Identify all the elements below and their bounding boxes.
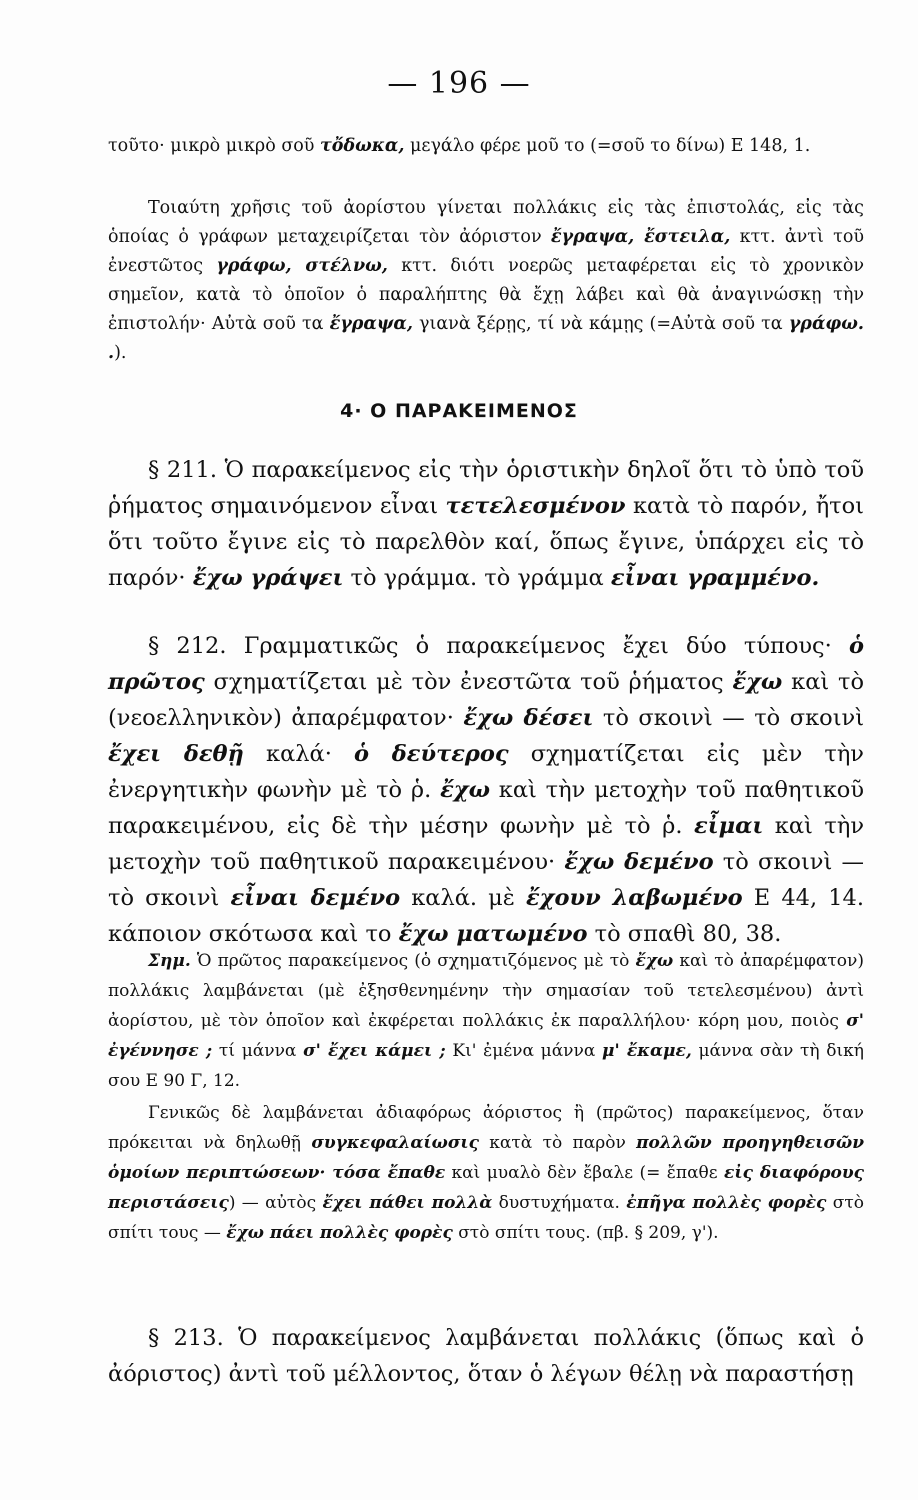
section-212	[108, 628, 864, 952]
emphasis-run: ὁ δεύτερος	[353, 741, 509, 767]
text-run: Ε 44, 14. κάποιον σκότωσα καὶ το	[108, 885, 864, 947]
emphasis-run: ἔγραψα, ἔστειλα,	[550, 227, 731, 247]
text-run: τί μάννα	[212, 1041, 304, 1061]
emphasis-run: ἔχω πάει πολλὲς φορὲς	[226, 1223, 453, 1243]
text-run: κττ. ἀντὶ τοῦ ἐνεστῶτος	[108, 227, 865, 276]
emphasis-run: εἰς διαφόρους περιστάσεις	[108, 1163, 865, 1213]
text-run: Κι' ἐμένα μάννα	[445, 1041, 603, 1061]
emphasis-run: ἔχουν λαβωμένο	[525, 885, 743, 911]
emphasis-run: ἔχω	[732, 669, 783, 695]
emphasis-run: ἔχω γράψει	[192, 565, 344, 591]
text-run: γιανὰ ξέρῃς, τί νὰ κάμῃς (=Αὐτὰ σοῦ τα	[412, 314, 789, 334]
text-run: κατὰ τὸ παρὸν	[478, 1133, 637, 1153]
emphasis-run: γράφω. .	[108, 314, 864, 363]
emphasis-run: μ' ἔκαμε,	[602, 1041, 692, 1061]
note-label: Σημ.	[148, 951, 191, 971]
emphasis-run: εἶμαι	[694, 813, 764, 839]
emphasis-run: ἔχω δεμένο	[564, 849, 714, 875]
emphasis-run: γράφω, στέλνω,	[216, 256, 388, 276]
text-run: μεγάλο φέρε μοῦ το (=σοῦ το δίνω) Ε 148, 1.	[404, 136, 811, 156]
text-run: Ὁ πρῶτος παρακείμενος (ὁ σχηματιζόμενος μὲ τὸ	[190, 951, 636, 971]
text-run: § 211. Ὁ παρακείμενος εἰς τὴν ὁριστικὴν δηλοῖ ὅτι τὸ ὑπὸ τοῦ ῥήματος σημαινόμενον εἶναι	[108, 457, 864, 519]
emphasis-run: ἐπῆγα πολλὲς φορὲς	[626, 1193, 827, 1213]
text-run: καὶ τὴν μετοχὴν τοῦ παθητικοῦ παρακειμένου, εἰς δὲ τὴν μέσην φωνὴν μὲ τὸ ῥ.	[108, 777, 865, 839]
text-run: κατὰ τὸ παρόν, ἤτοι ὅτι τοῦτο ἔγινε εἰς τὸ παρελθὸν καί, ὅπως ἔγινε, ὑπάρχει εἰς τὸ παρόν·	[108, 493, 864, 591]
text-run: μάννα σὰν τὴ δική σου Ε 90 Γ, 12.	[108, 1041, 864, 1091]
text-run: στὸ σπίτι τους. (πβ. § 209, γ').	[452, 1223, 719, 1243]
text-run: καὶ τὴν μετοχὴν τοῦ παθητικοῦ παρακειμένου·	[108, 813, 864, 875]
text-run: Τοιαύτη χρῆσις τοῦ ἀορίστου γίνεται πολλάκις εἰς τὰς ἐπιστολάς, εἰς τὰς ὁποίας ὁ γράφων μεταχειρίζεται τὸν ἀόριστον	[108, 198, 864, 247]
page-number: — 196 —	[387, 66, 531, 101]
text-run: § 212. Γραμματικῶς ὁ παρακείμενος ἔχει δύο τύπους·	[148, 633, 849, 659]
text-run: Γενικῶς δὲ λαμβάνεται ἀδιαφόρως ἀόριστος ἢ (πρῶτος) παρακείμενος, ὅταν πρόκειται νὰ δηλωθῇ	[108, 1103, 864, 1153]
text-run: τὸ σκοινὶ — τὸ σκοινὶ	[593, 705, 865, 731]
text-run: καὶ τὸ (νεοελληνικὸν) ἀπαρέμφατον·	[108, 669, 864, 731]
text-run: στὸ σπίτι τους —	[108, 1193, 864, 1243]
text-run: τὸ σκοινὶ — τὸ σκοινὶ	[108, 849, 864, 911]
text-run: κττ. διότι νοερῶς μεταφέρεται εἰς τὸ χρονικὸν σημεῖον, κατὰ τὸ ὁποῖον ὁ παραλήπτης θὰ ἔχῃ λάβει καὶ θὰ ἀναγινώσκῃ τὴν ἐπιστολήν· Αὐτὰ σοῦ τα	[108, 256, 864, 334]
emphasis-run: ἔχει δεθῇ	[108, 741, 244, 767]
emphasis-run: τετελεσμένον	[445, 493, 626, 519]
letter-usage-paragraph	[108, 194, 864, 368]
text-run: τοῦτο· μικρὸ μικρὸ σοῦ	[108, 136, 320, 156]
text-run: § 213. Ὁ παρακείμενος λαμβάνεται πολλάκις (ὅπως καὶ ὁ ἀόριστος) ἀντὶ τοῦ μέλλοντος, ὅταν ὁ λέγων θέλῃ νὰ παραστήσῃ	[108, 1325, 864, 1387]
text-run: καλά. μὲ	[400, 885, 526, 911]
text-run: δυστυχήματα.	[492, 1193, 627, 1213]
section-heading: 4· Ο ΠΑΡΑΚΕΙΜΕΝΟΣ	[340, 400, 578, 422]
emphasis-run: εἶναι δεμένο	[230, 885, 401, 911]
text-run: σχηματίζεται εἰς μὲν τὴν ἐνεργητικὴν φωνὴν μὲ τὸ ῥ.	[108, 741, 864, 803]
emphasis-run: συγκεφαλαίωσις	[311, 1133, 479, 1153]
emphasis-run: σ' ἔχει κάμει ;	[303, 1041, 446, 1061]
emphasis-run: ὁ πρῶτος	[108, 633, 864, 695]
section-213	[108, 1320, 864, 1392]
text-run: ) — αὐτὸς	[228, 1193, 323, 1213]
emphasis-run: ἔχω δέσει	[463, 705, 594, 731]
emphasis-run: ἔχω	[440, 777, 490, 803]
note-paragraph	[108, 946, 864, 1096]
text-run: τὸ γράμμα. τὸ γράμμα	[343, 565, 611, 591]
text-run: καλά·	[243, 741, 354, 767]
text-run: καὶ τὸ ἀπαρέμφατον) πολλάκις λαμβάνεται (μὲ ἐξησθενημένην τὴν σημασίαν τοῦ τετελεσμένου) ἀντὶ ἀορίστου, μὲ τὸν ὁποῖον καὶ ἐκφέρεται πολλάκις ἐκ παραλλήλου· κόρη μου, ποιὸς	[108, 951, 865, 1031]
text-run: τὸ σπαθὶ 80, 38.	[587, 921, 782, 947]
emphasis-run: σ' ἐγέννησε ;	[108, 1011, 864, 1061]
emphasis-run: ἔχω	[635, 951, 674, 971]
emphasis-run: εἶναι γραμμένο.	[610, 565, 820, 591]
emphasis-run: τὄδωκα,	[320, 136, 405, 156]
emphasis-run: πολλῶν προηγηθεισῶν ὁμοίων περιπτώσεων· τόσα ἔπαθε	[108, 1133, 864, 1183]
text-run: ).	[114, 343, 127, 363]
general-note-paragraph	[108, 1098, 864, 1248]
text-run: σχηματίζεται μὲ τὸν ἐνεστῶτα τοῦ ῥήματος	[204, 669, 733, 695]
intro-paragraph	[108, 132, 864, 161]
text-run: καὶ μυαλὸ δὲν ἔβαλε (= ἔπαθε	[445, 1163, 725, 1183]
emphasis-run: ἔχω ματωμένο	[398, 921, 588, 947]
emphasis-run: ἔχει πάθει πολλὰ	[322, 1193, 493, 1213]
section-211	[108, 452, 864, 596]
emphasis-run: ἔγραψα,	[329, 314, 413, 334]
